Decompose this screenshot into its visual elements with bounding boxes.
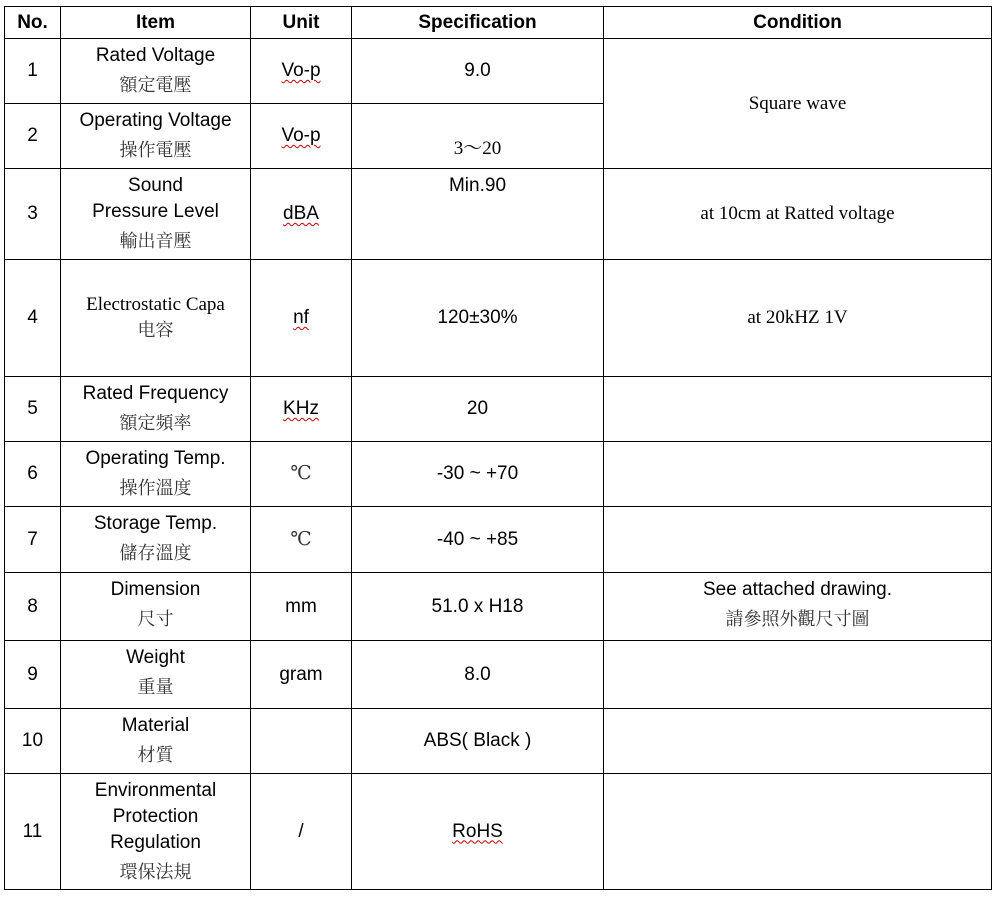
unit-cell: ℃ (251, 442, 352, 507)
item-name-zh: 環保法規 (119, 861, 192, 883)
condition-text-en: See attached drawing. (702, 579, 893, 600)
condition-cell-empty (604, 709, 992, 774)
row-number: 9 (5, 641, 61, 709)
item-name-zh: 操作電壓 (119, 140, 192, 161)
spec-cell: 3～20 (352, 104, 604, 169)
unit-cell: mm (251, 573, 352, 641)
item-name-en: Environmental Protection Regulation (94, 779, 217, 853)
item-cell (61, 104, 251, 169)
spec-cell: 9.0 (352, 39, 604, 104)
table-row (5, 169, 992, 260)
spec-cell (352, 774, 604, 890)
unit-value: nf (293, 307, 309, 328)
item-cell (61, 709, 251, 774)
item-cell (61, 260, 251, 377)
item-cell (61, 573, 251, 641)
row-number: 5 (5, 377, 61, 442)
row-number: 6 (5, 442, 61, 507)
unit-cell (251, 104, 352, 169)
item-name-en: Dimension (110, 579, 201, 600)
unit-cell: ℃ (251, 507, 352, 573)
unit-cell: / (251, 774, 352, 890)
unit-cell (251, 260, 352, 377)
condition-cell-empty (604, 774, 992, 890)
header-condition: Condition (604, 7, 992, 39)
table-row (5, 709, 992, 774)
spec-cell: 20 (352, 377, 604, 442)
condition-cell-empty (604, 377, 992, 442)
spec-cell: -30 ~ +70 (352, 442, 604, 507)
unit-cell (251, 709, 352, 774)
row-number: 3 (5, 169, 61, 260)
condition-cell-empty (604, 442, 992, 507)
unit-value: KHz (283, 398, 319, 419)
condition-cell-empty (604, 507, 992, 573)
item-cell (61, 507, 251, 573)
item-cell (61, 39, 251, 104)
table-row (5, 39, 992, 104)
item-name-zh: 額定頻率 (119, 413, 192, 434)
item-cell (61, 774, 251, 890)
table-row (5, 507, 992, 573)
condition-cell-square-wave: Square wave (604, 39, 992, 169)
item-name-zh: 电容 (137, 320, 174, 341)
item-name-zh: 額定電壓 (119, 75, 192, 96)
item-name-en: Operating Voltage (79, 110, 232, 131)
item-name-en: Rated Frequency (82, 383, 229, 404)
item-name-zh: 操作溫度 (119, 478, 192, 499)
item-name-en: Storage Temp. (93, 513, 218, 534)
condition-cell: at 10cm at Ratted voltage (604, 169, 992, 260)
unit-value: dBA (283, 203, 319, 224)
item-name-zh: 尺寸 (137, 609, 174, 630)
condition-text-zh: 請參照外觀尺寸圖 (725, 609, 870, 630)
item-cell (61, 442, 251, 507)
condition-cell (604, 573, 992, 641)
item-name-zh: 重量 (137, 677, 174, 698)
table-row (5, 377, 992, 442)
item-name-en: Electrostatic Capa (86, 294, 225, 315)
condition-cell-empty (604, 641, 992, 709)
unit-value: Vo-p (281, 60, 321, 81)
header-specification: Specification (352, 7, 604, 39)
item-name-en: Material (121, 715, 190, 736)
unit-cell (251, 39, 352, 104)
header-no: No. (5, 7, 61, 39)
spec-cell: ABS( Black ) (352, 709, 604, 774)
unit-cell (251, 377, 352, 442)
row-number: 11 (5, 774, 61, 890)
spec-cell: Min.90 (352, 169, 604, 260)
row-number: 1 (5, 39, 61, 104)
unit-value: Vo-p (281, 125, 321, 146)
header-unit: Unit (251, 7, 352, 39)
table-row (5, 641, 992, 709)
table-row (5, 442, 992, 507)
table-row (5, 573, 992, 641)
row-number: 4 (5, 260, 61, 377)
spec-cell: 8.0 (352, 641, 604, 709)
item-cell (61, 377, 251, 442)
item-name-en: Sound Pressure Level (92, 175, 219, 222)
item-name-zh: 材質 (137, 745, 174, 766)
item-cell (61, 169, 251, 260)
item-cell (61, 641, 251, 709)
item-name-en: Weight (126, 647, 185, 668)
row-number: 7 (5, 507, 61, 573)
spec-cell: 120±30% (352, 260, 604, 377)
spec-value: RoHS (452, 820, 503, 842)
spec-cell: -40 ~ +85 (352, 507, 604, 573)
condition-cell: at 20kHZ 1V (604, 260, 992, 377)
row-number: 10 (5, 709, 61, 774)
header-item: Item (61, 7, 251, 39)
unit-cell (251, 169, 352, 260)
spec-cell: 51.0 x H18 (352, 573, 604, 641)
table-row (5, 774, 992, 890)
item-name-zh: 儲存溫度 (119, 543, 192, 564)
item-name-zh: 輸出音壓 (119, 231, 192, 252)
row-number: 8 (5, 573, 61, 641)
row-number: 2 (5, 104, 61, 169)
specification-table (4, 6, 992, 890)
item-name-en: Rated Voltage (95, 45, 216, 66)
header-row (5, 7, 992, 39)
item-name-en: Operating Temp. (85, 448, 226, 469)
unit-cell: gram (251, 641, 352, 709)
table-row (5, 260, 992, 377)
